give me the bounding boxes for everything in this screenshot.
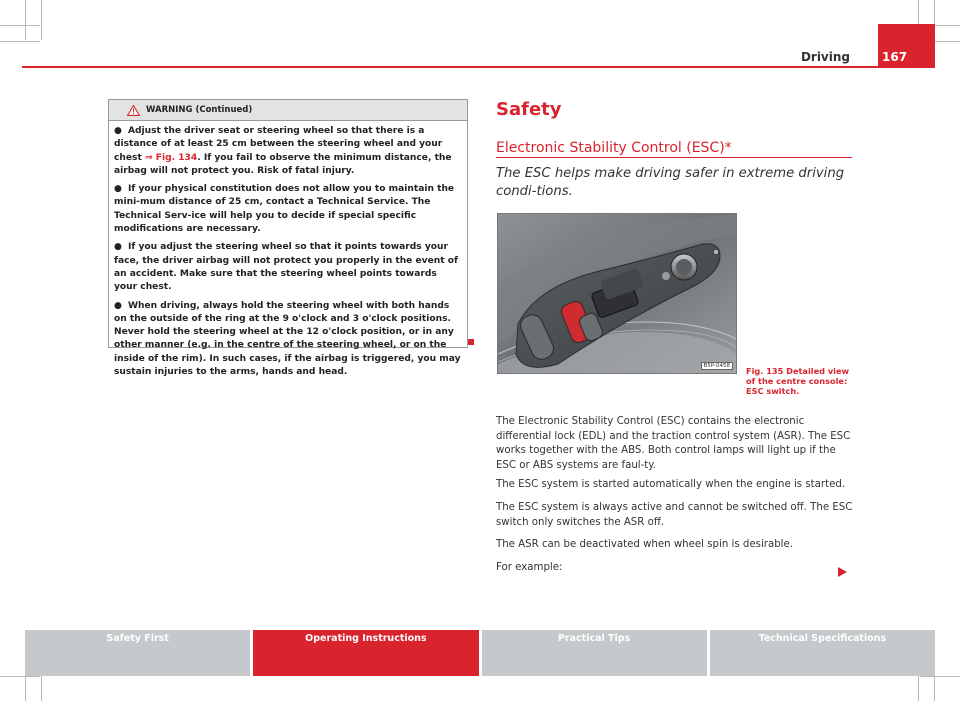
warning-text: When driving, always hold the steering wheel with both hands on the outside of the ring at the 9 o'clock and 3 o'clock positions. Never hold the steering wheel at the 12 o'clock position, or in any other manner (e.g. in the centre of the steering wheel, or on the inside of the rim). In such cases, if the airbag is triggered, you may sustain injuries to the arms, hands and head. — [114, 300, 461, 378]
warning-text: If you adjust the steering wheel so that it points towards your face, the driver airbag will not protect you properly in the event of an accident. Make sure that the steering wheel points towards your chest. — [114, 242, 458, 293]
footer-tab-practical-tips[interactable]: Practical Tips — [482, 630, 707, 676]
crop-mark — [0, 41, 40, 42]
warning-item — [114, 125, 461, 178]
intro-text: The ESC helps make driving safer in extreme driving condi-tions. — [496, 166, 845, 199]
footer-tab-safety-first[interactable]: Safety First — [25, 630, 250, 676]
warning-header — [109, 100, 467, 121]
page-number: 167 — [878, 24, 935, 68]
warning-title: WARNING (Continued) — [146, 105, 253, 115]
footer-tab-operating-instructions[interactable]: Operating Instructions — [253, 630, 478, 676]
crop-mark — [41, 0, 42, 40]
warning-item — [114, 300, 461, 380]
body-paragraph: The ASR can be deactivated when wheel spin is desirable. — [496, 539, 794, 550]
bullet: ● — [114, 126, 122, 136]
crop-mark — [920, 676, 960, 677]
warning-triangle-icon — [127, 105, 140, 116]
warning-box — [108, 99, 468, 378]
heading-rule — [496, 157, 852, 158]
warning-body — [109, 121, 467, 379]
section-end-mark — [468, 339, 474, 345]
centre-console-illustration — [498, 214, 736, 373]
warning-text: Adjust the driver seat or steering wheel so that there is a distance of at least 25 cm between the steering wheel and your chest — [114, 126, 443, 163]
warning-item — [114, 183, 461, 236]
warning-text: If your physical constitution does not allow you to maintain the mini-mum distance of 25 cm, contact a Technical Service. The Technical Serv-ice will help you to decide if special specific modifications are necessary. — [114, 184, 455, 235]
section-title: Driving — [800, 50, 850, 64]
header-rule — [22, 66, 935, 68]
body-paragraph: The ESC system is started automatically when the engine is started. — [496, 479, 846, 490]
section-heading: Electronic Stability Control (ESC)* — [496, 140, 732, 156]
figure-caption: Fig. 135 Detailed view of the centre console: ESC switch. — [746, 366, 850, 396]
figure-code-label: B5P-0458 — [701, 362, 733, 370]
esc-switch-figure — [497, 213, 737, 374]
body-paragraph: The Electronic Stability Control (ESC) contains the electronic differential lock (EDL) and the traction control system (ASR). The ESC works together with the ABS. Both control lamps will light up if the ESC or ABS systems are faul-ty. — [496, 416, 851, 471]
crop-mark — [0, 25, 40, 26]
crop-mark — [25, 0, 26, 40]
bullet: ● — [114, 242, 122, 253]
figure-reference-link[interactable]: ⇒ Fig. 134 — [144, 152, 198, 163]
footer-nav — [25, 630, 935, 676]
continue-arrow-icon — [838, 567, 847, 577]
bullet: ● — [114, 184, 122, 195]
body-paragraph: For example: — [496, 562, 563, 573]
warning-text: . If you fail to observe the minimum distance, the airbag will not protect you. Risk of fatal injury. — [114, 152, 452, 176]
bullet: ● — [114, 300, 122, 311]
crop-mark — [0, 676, 40, 677]
body-paragraph: The ESC system is always active and cannot be switched off. The ESC switch only switches the ASR off. — [496, 502, 853, 528]
footer-tab-technical-specifications[interactable]: Technical Specifications — [710, 630, 935, 676]
warning-item — [114, 241, 461, 294]
page-title: Safety — [496, 99, 562, 120]
